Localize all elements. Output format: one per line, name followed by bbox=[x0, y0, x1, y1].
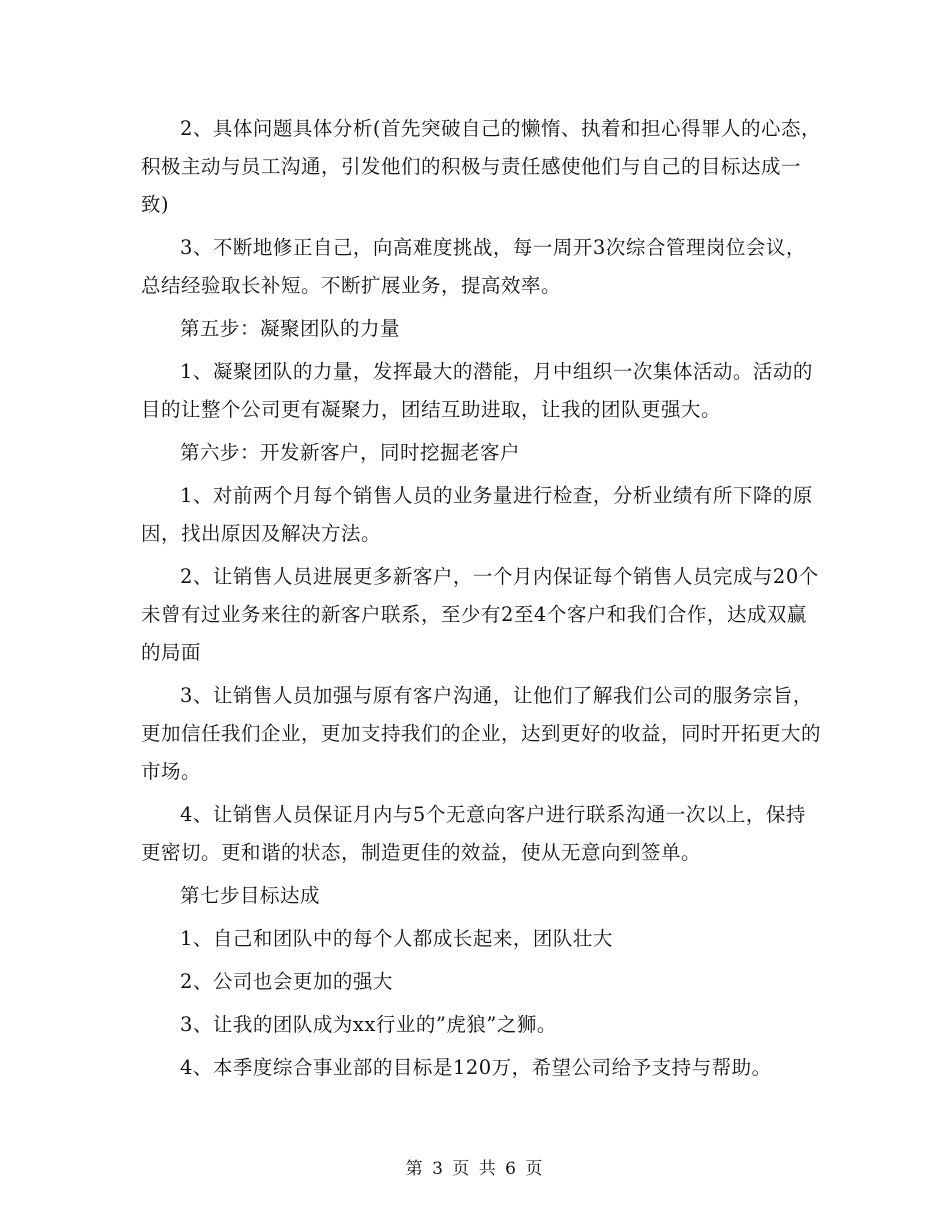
section-heading-step-5: 第五步：凝聚团队的力量 bbox=[180, 317, 401, 340]
paragraph-5: 2、让销售人员进展更多新客户，一个月内保证每个销售人员完成与20个未曾有过业务来往的新客户联系，至少有2至4个客户和我们合作，达成双赢的局面 bbox=[141, 565, 819, 664]
paragraph-1: 2、具体问题具体分析(首先突破自己的懒惰、执着和担心得罪人的心态，积极主动与员工沟通，引发他们的积极与责任感使他们与自己的目标达成一致) bbox=[141, 117, 822, 216]
paragraph-10: 3、让我的团队成为xx行业的”虎狼”之狮。 bbox=[180, 1013, 557, 1036]
paragraph-11: 4、本季度综合事业部的目标是120万，希望公司给予支持与帮助。 bbox=[180, 1056, 772, 1079]
paragraph-4: 1、对前两个月每个销售人员的业务量进行检查，分析业绩有所下降的原因，找出原因及解决方法。 bbox=[141, 484, 813, 545]
section-heading-step-7: 第七步目标达成 bbox=[180, 884, 321, 907]
document-body bbox=[141, 110, 821, 1092]
paragraph-3: 1、凝聚团队的力量，发挥最大的潜能，月中组织一次集体活动。活动的目的让整个公司更有凝聚力，团结互助进取，让我的团队更强大。 bbox=[141, 360, 813, 421]
paragraph-9: 2、公司也会更加的强大 bbox=[180, 970, 393, 993]
paragraph-7: 4、让销售人员保证月内与5个无意向客户进行联系沟通一次以上，保持更密切。更和谐的状态，制造更佳的效益，使从无意向到签单。 bbox=[141, 803, 806, 864]
paragraph-2: 3、不断地修正自己，向高难度挑战，每一周开3次综合管理岗位会议，总结经验取长补短。不断扩展业务，提高效率。 bbox=[141, 236, 806, 297]
page-number-footer: 第 3 页 共 6 页 bbox=[405, 1159, 545, 1179]
paragraph-8: 1、自己和团队中的每个人都成长起来，团队壮大 bbox=[180, 927, 613, 950]
section-heading-step-6: 第六步：开发新客户，同时挖掘老客户 bbox=[180, 441, 521, 464]
paragraph-6: 3、让销售人员加强与原有客户沟通，让他们了解我们公司的服务宗旨，更加信任我们企业，更加支持我们的企业，达到更好的收益，同时开拓更大的市场。 bbox=[141, 684, 822, 783]
